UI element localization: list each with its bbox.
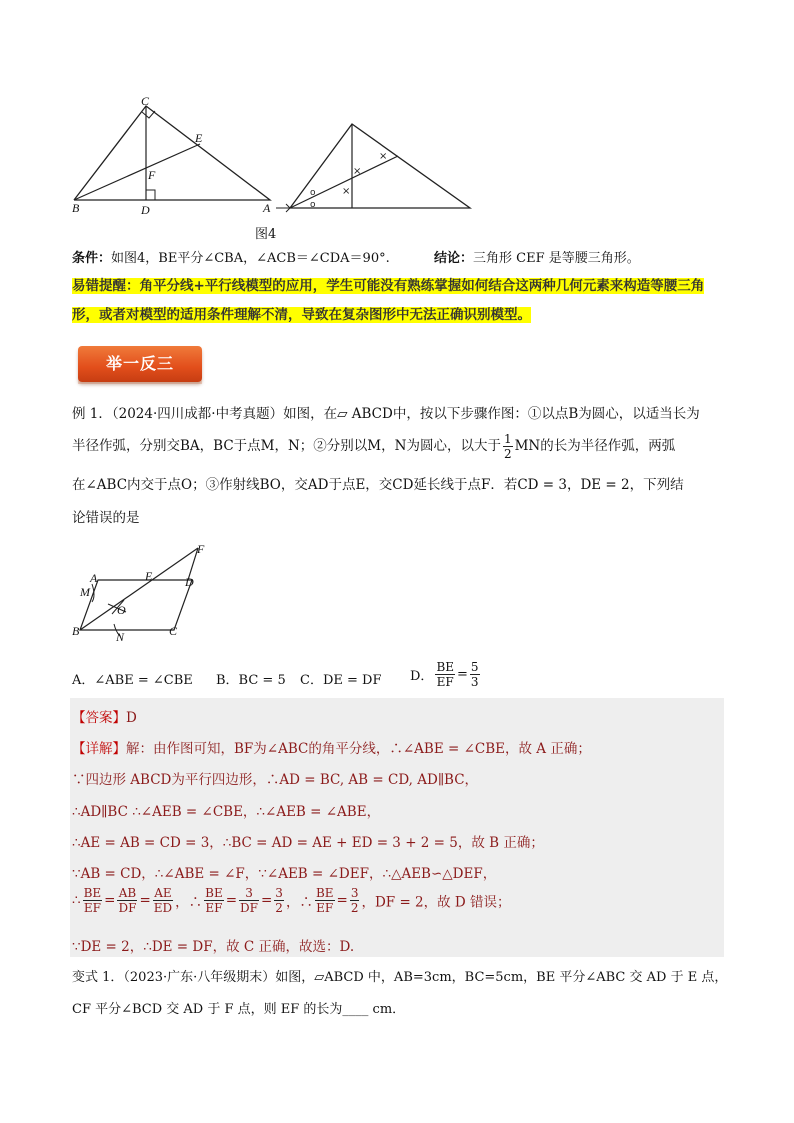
detail-frac-0: $\frac{BE}{EF}$ [83,886,102,915]
svg-text:o: o [310,188,316,198]
error-tip-line1: 易错提醒：角平分线+平行线模型的应用，学生可能没有熟练掌握如何结合这两种几何元素来构造等腰三角 [72,278,705,294]
answer-value: D [126,710,137,726]
fig4-label-f: F [148,168,156,182]
example1-line1: 例 1．（2024·四川成都·中考真题）如图，在▱ ABCD中，按以下步骤作图：①以点B为圆心，以适当长为 [72,406,700,422]
example1-line4: 论错误的是 [72,510,140,526]
example1-line2a: 半径作弧，分别交BA，BC于点M，N；②分别以M，N为圆心，以大于 [72,438,501,454]
detail-line1: 【详解】解：由作图可知，BF为∠ABC的角平分线，∴∠ABE = ∠CBE，故 A 正确； [72,741,591,757]
para-label-d: D [185,575,194,589]
section-banner [78,346,202,382]
detail-line2: ∵四边形 ABCD为平行四边形，∴AD = BC, AB = CD, AD∥BC， [72,772,479,788]
para-label-a: A [90,571,98,585]
detail-frac-2: $\frac{AE}{ED}$ [153,886,173,915]
error-tip-line2: 形，或者对模型的适用条件理解不清，导致在复杂图形中无法正确识别模型。 [72,307,531,323]
detail-mid-frac-1: $\frac{3}{DF}$ [240,886,258,915]
detail-frac-3-2: $\frac{3}{2}$ [350,886,359,915]
detail-line6: ∴ $\frac{BE}{EF}$ = $\frac{AB}{DF}$ = $\frac{AE}{ED}$ ，∴ $\frac{BE}{EF}$ = $\frac{3}{DF}$ = $\frac{3}{2}$ ，∴ $\frac{BE}{EF}$ = $\frac{3}{2}$ ，DF = 2，故 D 错误； [72,886,511,915]
condition-prefix: 条件： [72,251,112,266]
detail-frac-1: $\frac{AB}{DF}$ [118,886,137,915]
para-label-m: M [80,585,90,599]
answer-tag: 【答案】 [72,710,126,726]
detail-line7: ∵DE = 2，∴DE = DF，故 C 正确，故选：D. [72,939,355,955]
option-a: A．∠ABE = ∠CBE [72,673,193,688]
example1-line2b: MN的长为半径作弧，两弧 [514,438,676,454]
detail-tag: 【详解】 [72,741,126,757]
fig4-label-c: C [141,94,150,108]
detail-line4: ∴AE = AB = CD = 3，∴BC = AD = AE + ED = 3 + 2 = 5，故 B 正确； [72,835,544,851]
detail-line3: ∴AD∥BC ∴∠AEB = ∠CBE，∴∠AEB = ∠ABE， [72,804,381,820]
para-label-o: O [117,603,126,617]
para-label-f: F [197,542,205,556]
section-banner-label: 举一反三 [105,354,174,373]
answer-line [72,706,137,726]
conclusion-prefix: 结论： [434,251,474,266]
example1-line2 [72,432,675,461]
fig4-label-e: E [195,131,203,145]
svg-text:×: × [379,151,388,162]
svg-text:×: × [353,166,362,177]
fig4-label-d: D [141,203,150,217]
detail-mid-frac-0: $\frac{BE}{EF}$ [205,886,223,915]
option-d: D． $\frac{BE}{EF}$ = $\frac{5}{3}$ [410,660,479,689]
figure4-right-triangle [272,118,477,218]
parallelogram-figure [70,540,210,645]
condition-text: 如图4，BE平分∠CBA，∠ACB＝∠CDA＝90°. [111,251,390,266]
detail-mid-frac-2: $\frac{3}{2}$ [275,886,283,915]
para-label-c: C [169,624,178,638]
conclusion-text: 三角形 CEF 是等腰三角形。 [473,251,640,266]
svg-text:o: o [310,200,316,210]
variant-line1: 变式 1．（2023·广东·八年级期末）如图，▱ABCD 中，AB=3cm，BC=5cm，BE 平分∠ABC 交 AD 于 E 点， [72,970,728,985]
fig4-label-b: B [72,201,80,215]
option-b: B．BC = 5 [216,673,286,688]
para-label-e: E [145,569,153,583]
variant-line2: CF 平分∠BCD 交 AD 于 F 点，则 EF 的长为____ cm． [72,1002,406,1017]
para-label-n: N [116,630,125,644]
detail-line5: ∵AB = CD，∴∠ABE = ∠F，∵∠AEB = ∠DEF，∴△AEB∽△DEF， [72,866,497,882]
para-label-b: B [72,624,80,638]
condition-line [72,247,640,266]
example1-line3: 在∠ABC内交于点O；③作射线BO，交AD于点E，交CD延长线于点F．若CD = 3，DE = 2，下列结 [72,477,684,493]
half-fraction: $\frac{1}{2}$ [503,432,512,461]
figure4-caption: 图4 [255,227,277,242]
option-c: C．DE = DF [300,673,382,688]
fig4-label-a: A [263,201,271,215]
error-tip [72,272,732,330]
detail-frac-be-ef: $\frac{BE}{EF}$ [315,886,334,915]
svg-text:×: × [342,186,351,197]
figure4-left-triangle [60,90,290,225]
